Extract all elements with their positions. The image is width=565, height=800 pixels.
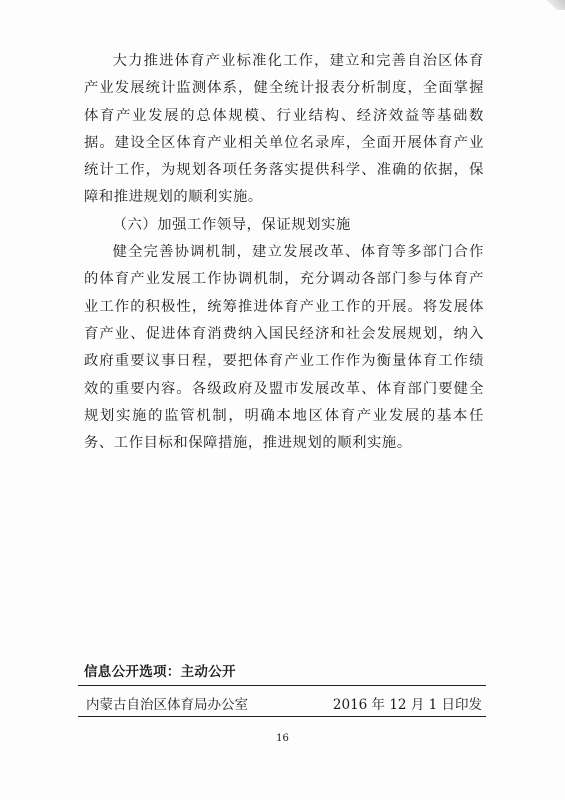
paragraph-coordination: 健全完善协调机制，建立发展改革、体育等多部门合作的体育产业发展工作协调机制，充分调动各部门参与体育产业工作的积极性，统筹推进体育产业工作的开展。将发展体育产业、促进体育消费纳入国民经济和社会发展规划，纳入政府重要议事日程，要把体育产业工作作为衡量体育工作绩效的重要内容。各级政府及盟市发展改革、体育部门要健全规划实施的监管机制，明确本地区体育产业发展的基本任务、工作目标和保障措施，推进规划的顺利实施。 (84, 244, 484, 452)
footer-bottom-rule (78, 716, 486, 717)
issuing-office: 内蒙古自治区体育局办公室 (86, 697, 248, 713)
scan-corner-shadow (545, 0, 565, 10)
section-heading-leadership: （六）加强工作领导，保证规划实施 (112, 216, 351, 233)
paragraph-statistics: 大力推进体育产业标准化工作，建立和完善自治区体育产业发展统计监测体系，健全统计报表分析制度，全面掌握体育产业发展的总体规模、行业结构、经济效益等基础数据。建设全区体育产业相关单位名录库，全面开展体育产业统计工作，为规划各项任务落实提供科学、准确的依据，保障和推进规划的顺利实施。 (84, 53, 484, 206)
issue-date: 2016 年 12 月 1 日印发 (332, 697, 482, 713)
disclosure-option: 信息公开选项：主动公开 (84, 664, 236, 680)
document-body (84, 48, 484, 457)
issuance-row (86, 693, 482, 713)
footer-top-rule (78, 685, 486, 686)
page-number: 16 (276, 733, 289, 744)
